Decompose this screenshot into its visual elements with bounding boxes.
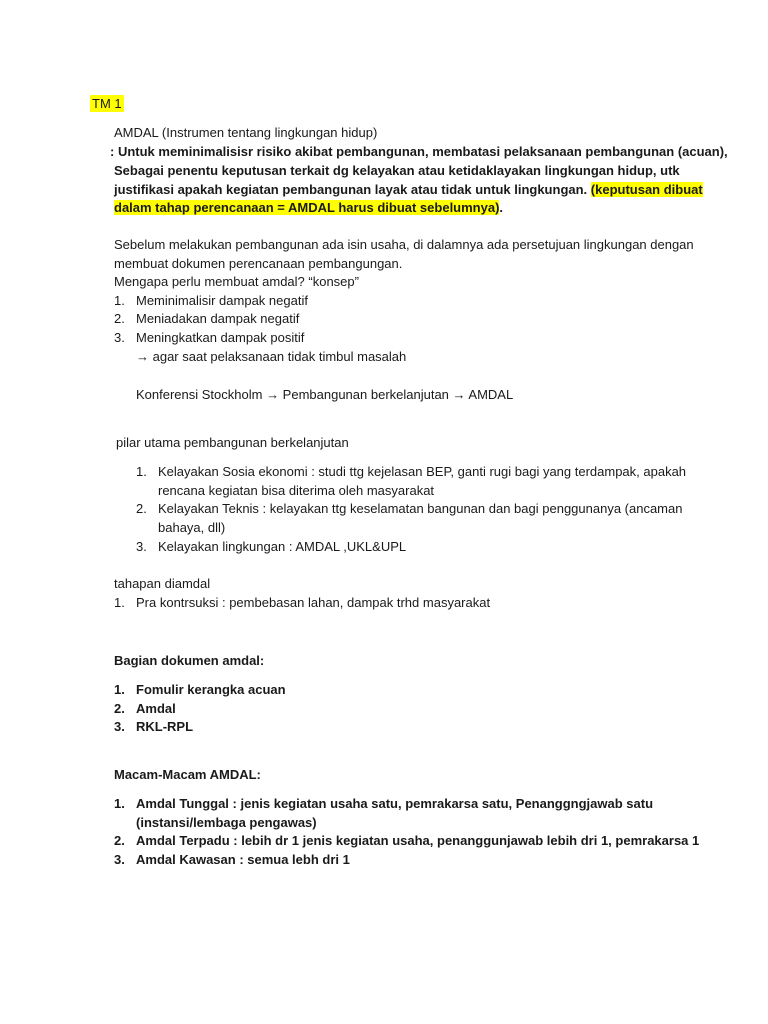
bagian-num-2: 2. [114,701,125,716]
tahapan-heading: tahapan diamdal [114,576,211,591]
intro-line-3: Sebagai penentu keputusan terkait dg kelayakan atau ketidaklayakan lingkungan hidup, utk [114,163,680,178]
bagian-heading: Bagian dokumen amdal: [114,653,265,668]
pilar-num-1: 1. [136,464,147,479]
macam-num-2: 2. [114,833,125,848]
pilar-item-3-line-1: Kelayakan lingkungan : AMDAL ,UKL&UPL [158,539,407,554]
intro-line-4-text: justifikasi apakah kegiatan pembangunan layak atau tidak untuk lingkungan. [114,182,591,197]
concept-num-2: 2. [114,311,125,326]
tahapan-item-1: Pra kontrsuksi : pembebasan lahan, dampak trhd masyarakat [136,595,491,610]
stockholm-line: Konferensi Stockholm → Pembangunan berkelanjutan → AMDAL [136,387,514,402]
arrow-note: → agar saat pelaksanaan tidak timbul masalah [136,349,407,364]
bagian-item-1: Fomulir kerangka acuan [136,682,286,697]
pilar-item-2-line-1: Kelayakan Teknis : kelayakan ttg keselamatan bangunan dan bagi penggunanya (ancaman [158,501,683,516]
macam-item-3-line-1: Amdal Kawasan : semua lebh dri 1 [136,852,350,867]
concept-item-1: Meminimalisir dampak negatif [136,293,308,308]
macam-num-1: 1. [114,796,125,811]
pilar-item-1-line-2: rencana kegiatan bisa diterima oleh masyarakat [158,483,435,498]
pilar-num-3: 3. [136,539,147,554]
para2-line-1: Sebelum melakukan pembangunan ada isin usaha, di dalamnya ada persetujuan lingkungan dengan [114,237,694,252]
para2-question: Mengapa perlu membuat amdal? “konsep” [114,274,359,289]
bagian-item-3: RKL-RPL [136,719,194,734]
pilar-heading: pilar utama pembangunan berkelanjutan [116,435,349,450]
concept-num-1: 1. [114,293,125,308]
macam-item-2-line-1: Amdal Terpadu : lebih dr 1 jenis kegiatan usaha, penanggunjawab lebih dri 1, pemrakarsa 1 [136,833,700,848]
bagian-num-1: 1. [114,682,125,697]
concept-item-3: Meningkatkan dampak positif [136,330,305,345]
macam-item-1-line-1: Amdal Tunggal : jenis kegiatan usaha satu, pemrakarsa satu, Penanggngjawab satu [136,796,654,811]
intro-highlight-start: (keputusan dibuat [590,182,703,197]
page-heading: TM 1 [92,96,122,111]
tahapan-num-1: 1. [114,595,125,610]
concept-num-3: 3. [114,330,125,345]
para2-line-2: membuat dokumen perencanaan pembangungan. [114,256,403,271]
intro-highlight-end: dalam tahap perencanaan = AMDAL harus dibuat sebelumnya) [114,200,500,215]
bagian-item-2: Amdal [136,701,176,716]
intro-line-2: : Untuk meminimalisisr risiko akibat pembangunan, membatasi pelaksanaan pembangunan (acuan), [110,144,728,159]
pilar-num-2: 2. [136,501,147,516]
bagian-num-3: 3. [114,719,125,734]
macam-num-3: 3. [114,852,125,867]
pilar-item-2-line-2: bahaya, dll) [158,520,226,535]
intro-line-4 [114,181,703,198]
intro-line-1: AMDAL (Instrumen tentang lingkungan hidup) [114,125,378,140]
macam-heading: Macam-Macam AMDAL: [114,767,261,782]
concept-item-2: Meniadakan dampak negatif [136,311,300,326]
intro-period: . [499,200,504,215]
pilar-item-1-line-1: Kelayakan Sosia ekonomi : studi ttg kejelasan BEP, ganti rugi bagi yang terdampak, apakah [158,464,687,479]
macam-item-1-line-2: (instansi/lembaga pengawas) [136,815,317,830]
intro-line-5 [114,199,503,216]
